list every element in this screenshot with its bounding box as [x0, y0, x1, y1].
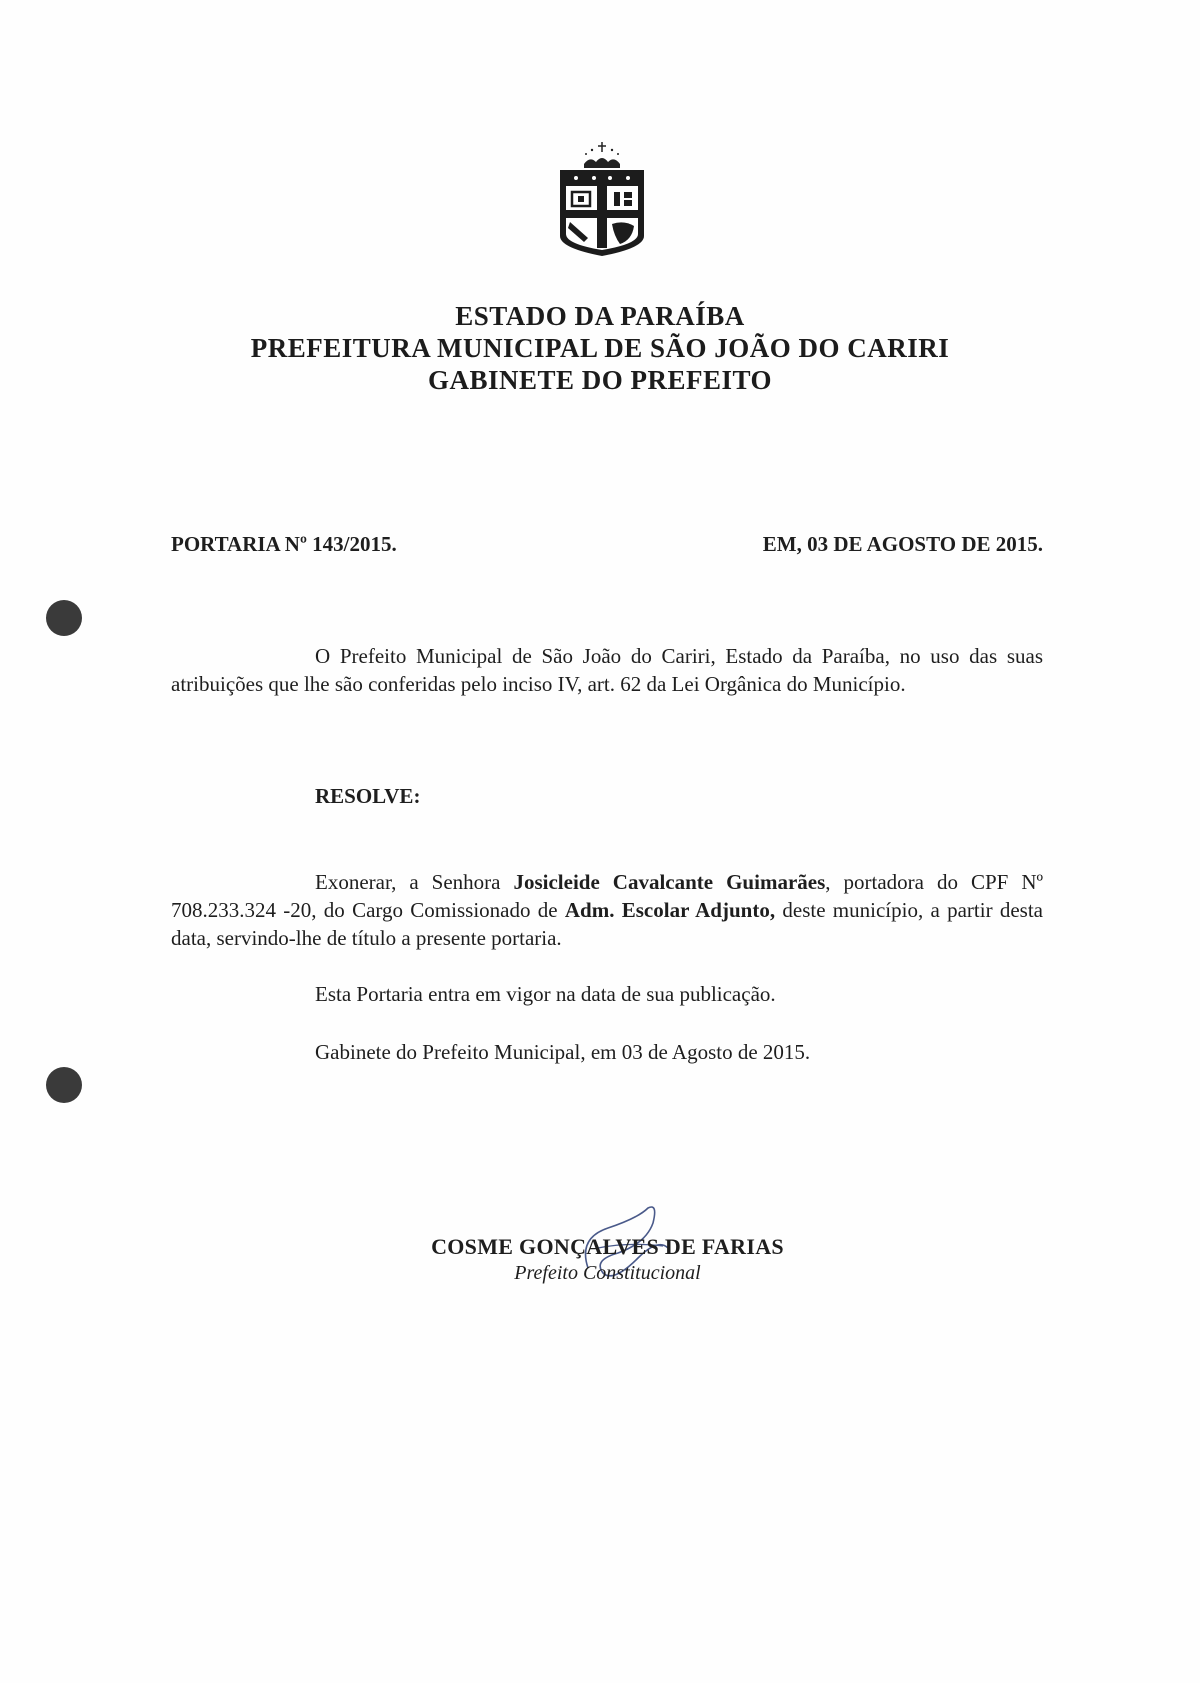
portaria-date: EM, 03 DE AGOSTO DE 2015. [762, 532, 1043, 556]
header-state: ESTADO DA PARAÍBA [455, 301, 745, 331]
municipal-coat-of-arms-icon [554, 140, 650, 260]
resolve-heading: RESOLVE: [315, 784, 421, 808]
exoneration-paragraph [171, 868, 1043, 952]
position-title: Adm. Escolar Adjunto, [564, 898, 776, 922]
exoneration-text-3: deste município, a partir desta data, servindo-lhe de título a presente portaria. [171, 898, 1043, 950]
punch-hole-icon [46, 600, 82, 636]
document-header [0, 300, 1200, 396]
employee-name: Josicleide Cavalcante Guimarães [513, 870, 826, 894]
effective-paragraph: Esta Portaria entra em vigor na data de sua publicação. [315, 982, 776, 1006]
exoneration-text-1: Exonerar, a Senhora [315, 870, 514, 894]
signatory-name: COSME GONÇALVES DE FARIAS [431, 1234, 784, 1259]
portaria-number: PORTARIA Nº 143/2015. [171, 532, 397, 556]
signatory-title: Prefeito Constitucional [514, 1262, 701, 1284]
header-municipality: PREFEITURA MUNICIPAL DE SÃO JOÃO DO CARIRI [250, 333, 950, 363]
signature-block [0, 1234, 1200, 1285]
punch-hole-icon [46, 1067, 82, 1103]
header-office: GABINETE DO PREFEITO [427, 365, 773, 395]
exoneration-text-2: , portadora do CPF Nº 708.233.324 -20, do Cargo Comissionado de [171, 870, 1043, 922]
intro-paragraph: O Prefeito Municipal de São João do Cariri, Estado da Paraíba, no uso das suas atribuições que lhe são conferidas pelo inciso IV, art. 62 da Lei Orgânica do Município. [171, 644, 1043, 696]
closing-paragraph: Gabinete do Prefeito Municipal, em 03 de Agosto de 2015. [315, 1040, 811, 1064]
portaria-heading [171, 532, 1043, 557]
